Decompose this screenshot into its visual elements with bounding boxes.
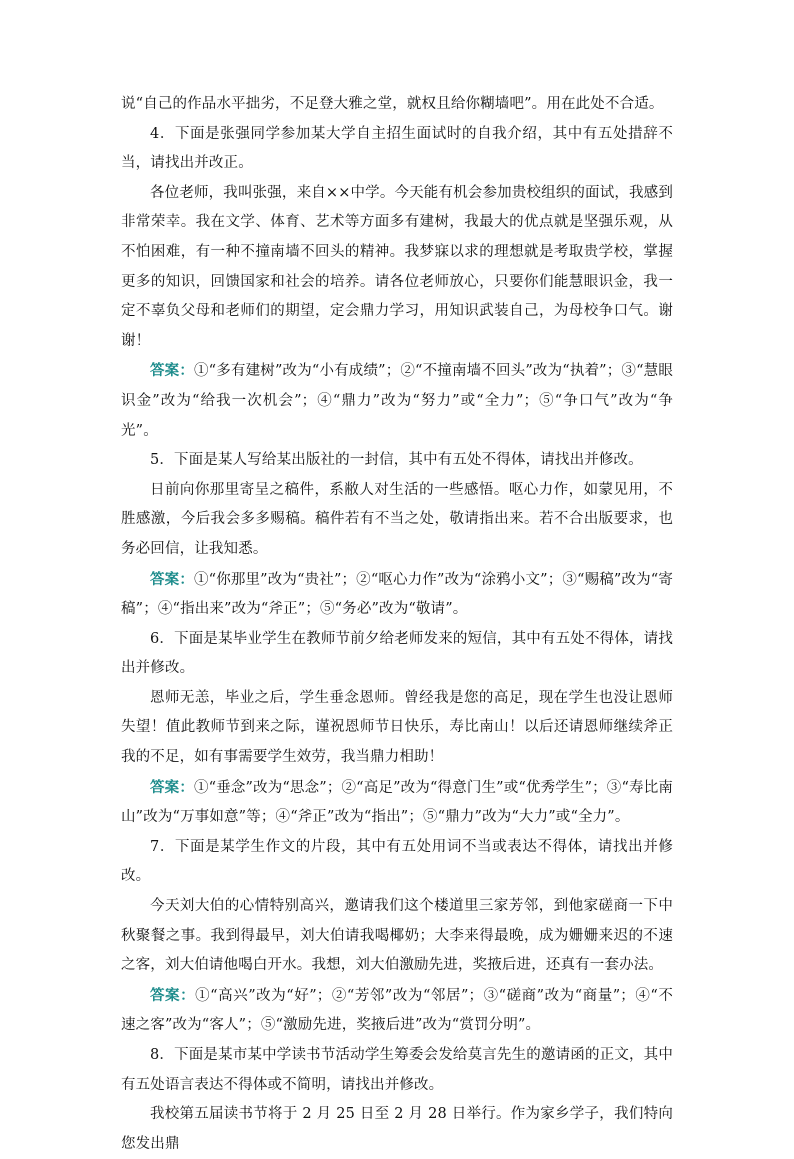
- question-5-answer: [121, 565, 673, 625]
- answer-label: 答案：: [150, 778, 194, 796]
- intro-continuation: 说“自己的作品水平拙劣，不足登大雅之堂，就权且给你糊墙吧”。用在此处不合适。: [121, 96, 664, 112]
- question-5-passage: 日前向你那里寄呈之稿件，系敝人对生活的一些感悟。呕心力作，如蒙见用，不胜感激，今后我会多多赐稿。稿件若有不当之处，敬请指出来。若不合出版要求，也务必回信，让我知悉。: [121, 481, 673, 557]
- question-8-passage: 我校第五届读书节将于 2 月 25 日至 2 月 28 日举行。作为家乡学子，我们特向您发出鼎: [121, 1106, 673, 1152]
- question-4: 4．下面是张强同学参加某大学自主招生面试时的自我介绍，其中有五处措辞不当，请找出并改正。: [121, 125, 673, 172]
- answer-text: ①“你那里”改为“贵社”；②“呕心力作”改为“涂鸦小文”；③“赐稿”改为“寄稿”；④“指出来”改为“斧正”；⑤“务必”改为“敬请”。: [121, 571, 673, 618]
- answer-label: 答案：: [150, 570, 194, 588]
- answer-text: ①“多有建树”改为“小有成绩”；②“不撞南墙不回头”改为“执着”；③“慧眼识金”改为“给我一次机会”；④“鼎力”改为“努力”或“全力”；⑤“争口气”改为“争光”。: [121, 363, 673, 439]
- answer-label: 答案：: [150, 362, 195, 380]
- question-4-answer: [121, 356, 673, 446]
- answer-text: ①“垂念”改为“思念”；②“高足”改为“得意门生”或“优秀学生”；③“寿比南山”改为“万事如意”等；④“斧正”改为“指出”；⑤“鼎力”改为“大力”或“全力”。: [121, 779, 673, 826]
- question-6: 6．下面是某毕业学生在教师节前夕给老师发来的短信，其中有五处不得体，请找出并修改。: [121, 630, 673, 677]
- question-7-answer: [121, 981, 673, 1041]
- question-7: 7．下面是某学生作文的片段，其中有五处用词不当或表达不得体，请找出并修改。: [121, 838, 673, 885]
- question-7-passage: 今天刘大伯的心情特别高兴，邀请我们这个楼道里三家芳邻，到他家磋商一下中秋聚餐之事。我到得最早，刘大伯请我喝椰奶；大李来得最晚，成为姗姗来迟的不速之客，刘大伯请他喝白开水。我想，刘大伯激励先进，奖掖后进，还真有一套办法。: [121, 898, 673, 974]
- answer-label: 答案：: [150, 986, 196, 1004]
- question-5: 5．下面是某人写给某出版社的一封信，其中有五处不得体，请找出并修改。: [150, 452, 643, 469]
- question-6-passage: 恩师无恙，毕业之后，学生垂念恩师。曾经我是您的高足，现在学生也没让恩师失望！值此教师节到来之际，谨祝恩师节日快乐，寿比南山！以后还请恩师继续斧正我的不足，如有事需要学生效劳，我当鼎力相助！: [121, 689, 673, 766]
- question-8: 8．下面是某市某中学读书节活动学生筹委会发给莫言先生的邀请函的正文，其中有五处语言表达不得体或不简明，请找出并修改。: [121, 1047, 673, 1093]
- question-6-answer: [121, 773, 673, 833]
- answer-text: ①“高兴”改为“好”；②“芳邻”改为“邻居”；③“磋商”改为“商量”；④“不速之客”改为“客人”；⑤“激励先进，奖掖后进”改为“赏罚分明”。: [121, 987, 673, 1034]
- document-body: [121, 90, 673, 1159]
- question-4-passage: 各位老师，我叫张强，来自××中学。今天能有机会参加贵校组织的面试，我感到非常荣幸。我在文学、体育、艺术等方面多有建树，我最大的优点就是坚强乐观，从不怕困难，有一种不撞南墙不回头的精神。我梦寐以求的理想就是考取贵学校，掌握更多的知识，回馈国家和社会的培养。请各位老师放心，只要你们能慧眼识金，我一定不辜负父母和老师们的期望，定会鼎力学习，用知识武装自己，为母校争口气。谢谢！: [121, 184, 673, 349]
